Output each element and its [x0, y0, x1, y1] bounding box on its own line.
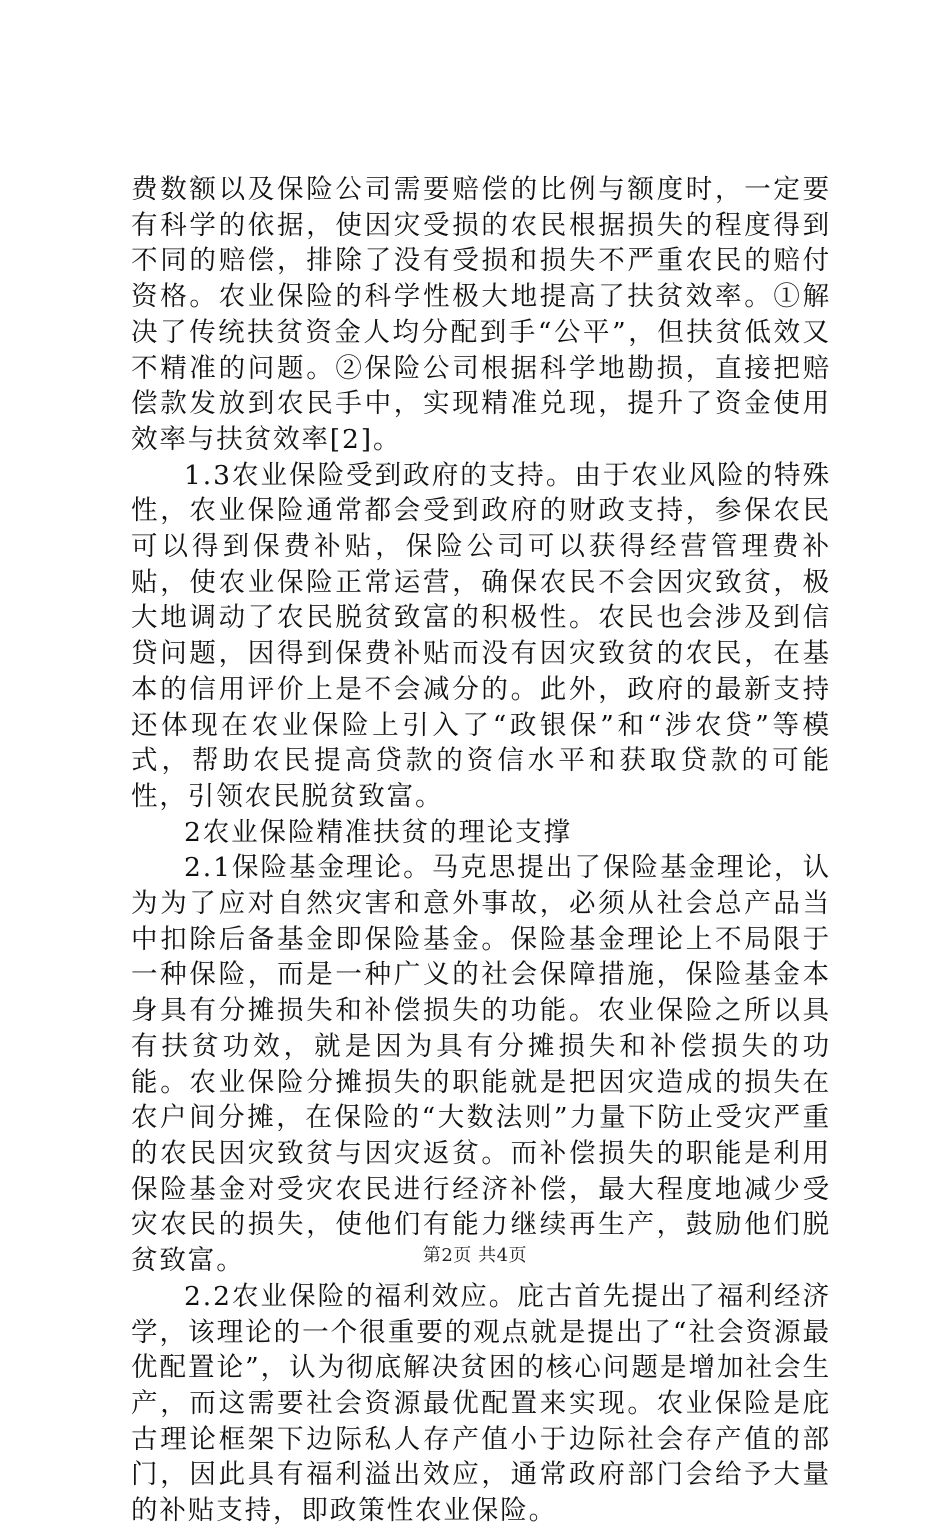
- section-heading-2: 2农业保险精准扶贫的理论支撑: [184, 816, 572, 848]
- paragraph-continuation: 费数额以及保险公司需要赔偿的比例与额度时，一定要有科学的依据，使因灾受损的农民根据损失的程度得到不同的赔偿，排除了没有受损和损失不严重农民的赔付资格。农业保险的科学性极大地提高了扶贫效率。①解决了传统扶贫资金人均分配到手“公平”，但扶贫低效又不精准的问题。②保险公司根据科学地勘损，直接把赔偿款发放到农民手中，实现精准兑现，提升了资金使用效率与扶贫效率[2]。: [131, 174, 831, 455]
- paragraph-section-2-1: 2.1保险基金理论。马克思提出了保险基金理论，认为为了应对自然灾害和意外事故，必须从社会总产品当中扣除后备基金即保险基金。保险基金理论上不局限于一种保险，而是一种广义的社会保障措施，保险基金本身具有分摊损失和补偿损失的功能。农业保险之所以具有扶贫功效，就是因为具有分摊损失和补偿损失的功能。农业保险分摊损失的职能就是把因灾造成的损失在农户间分摊，在保险的“大数法则”力量下防止受灾严重的农民因灾致贫与因灾返贫。而补偿损失的职能是利用保险基金对受灾农民进行经济补偿，最大程度地减少受灾农民的损失，使他们有能力继续再生产，鼓励他们脱贫致富。: [131, 852, 831, 1277]
- document-body: [131, 172, 831, 1529]
- page-number-footer: 第2页 共4页: [422, 1245, 528, 1266]
- paragraph-section-2-2: 2.2农业保险的福利效应。庇古首先提出了福利经济学，该理论的一个很重要的观点就是提出了“社会资源最优配置论”，认为彻底解决贫困的核心问题是增加社会生产，而这需要社会资源最优配置来实现。农业保险是庇古理论框架下边际私人存产值小于边际社会存产值的部门，因此具有福利溢出效应，通常政府部门会给予大量的补贴支持，即政策性农业保险。: [131, 1280, 831, 1527]
- paragraph-section-1-3: 1.3农业保险受到政府的支持。由于农业风险的特殊性，农业保险通常都会受到政府的财政支持，参保农民可以得到保费补贴，保险公司可以获得经营管理费补贴，使农业保险正常运营，确保农民不会因灾致贫，极大地调动了农民脱贫致富的积极性。农民也会涉及到信贷问题，因得到保费补贴而没有因灾致贫的农民，在基本的信用评价上是不会减分的。此外，政府的最新支持还体现在农业保险上引入了“政银保”和“涉农贷”等模式，帮助农民提高贷款的资信水平和获取贷款的可能性，引领农民脱贫致富。: [131, 459, 831, 812]
